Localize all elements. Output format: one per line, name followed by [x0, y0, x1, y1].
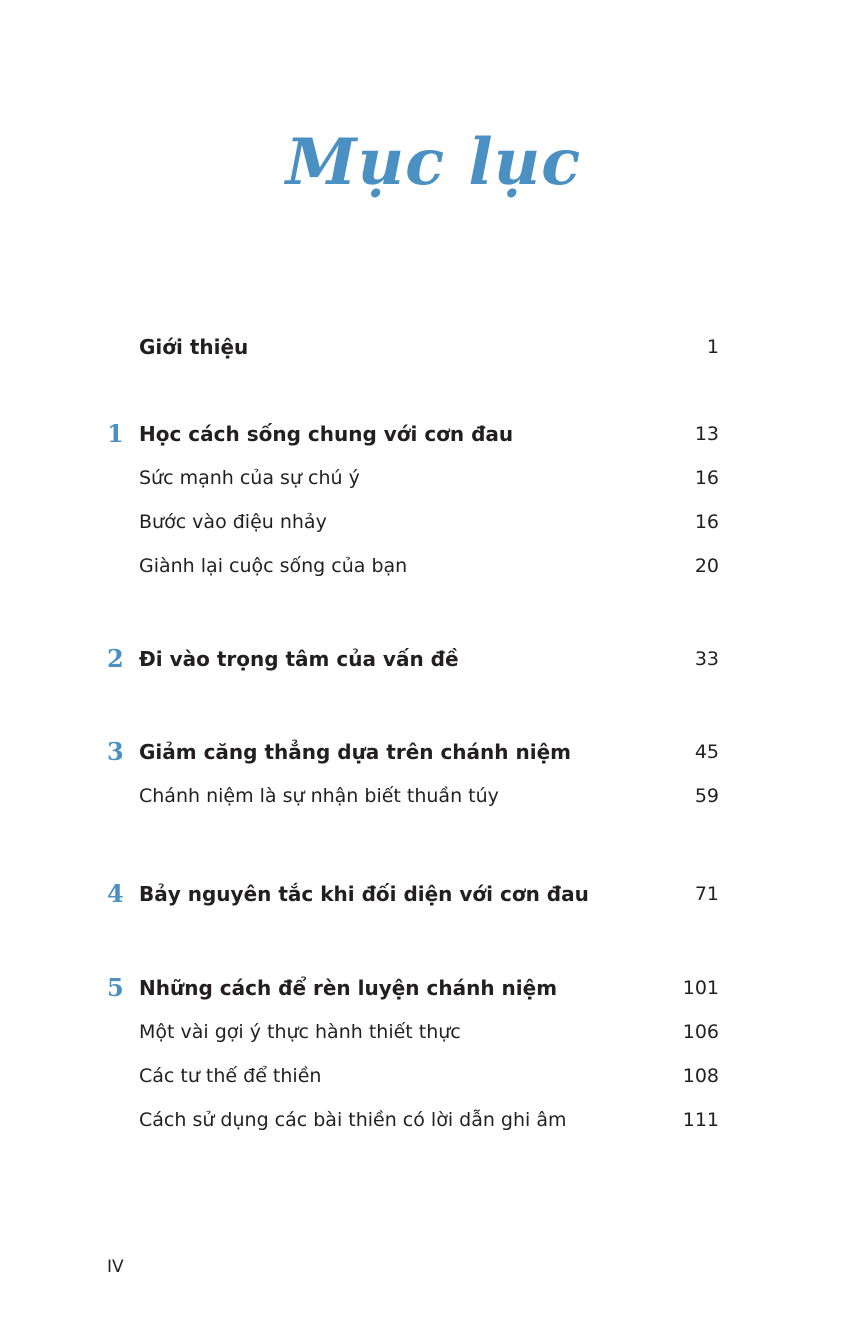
chapter-title: Giảm căng thẳng dựa trên chánh niệm: [139, 740, 571, 764]
chapter-page: 101: [682, 977, 719, 999]
toc-chapter-1[interactable]: [0, 417, 867, 451]
toc-section[interactable]: [0, 1015, 867, 1049]
section-page: 108: [682, 1065, 719, 1087]
toc-chapter-5[interactable]: [0, 971, 867, 1005]
toc-entry-intro[interactable]: [0, 330, 867, 364]
chapter-page: 45: [694, 741, 719, 763]
toc-section[interactable]: [0, 461, 867, 495]
chapter-title: Học cách sống chung với cơn đau: [139, 422, 514, 446]
section-page: 20: [694, 555, 719, 577]
section-label: Cách sử dụng các bài thiền có lời dẫn ghi âm: [139, 1109, 567, 1131]
page-title: Mục lục: [285, 125, 582, 200]
toc-chapter-4[interactable]: [0, 877, 867, 911]
section-page: 16: [694, 511, 719, 533]
section-page: 16: [694, 467, 719, 489]
section-label: Bước vào điệu nhảy: [139, 511, 327, 533]
toc-section[interactable]: [0, 779, 867, 813]
toc-entry-label: Giới thiệu: [139, 335, 249, 359]
toc-section[interactable]: [0, 505, 867, 539]
section-label: Các tư thế để thiền: [139, 1065, 322, 1087]
chapter-number: 3: [107, 737, 124, 766]
section-page: 106: [682, 1021, 719, 1043]
toc-entry-page: 1: [706, 336, 719, 358]
chapter-page: 13: [694, 423, 719, 445]
chapter-title: Bảy nguyên tắc khi đối diện với cơn đau: [139, 882, 589, 906]
section-label: Chánh niệm là sự nhận biết thuần túy: [139, 785, 499, 807]
chapter-number: 5: [107, 973, 124, 1002]
section-label: Sức mạnh của sự chú ý: [139, 467, 360, 489]
toc-section[interactable]: [0, 1103, 867, 1137]
section-page: 111: [682, 1109, 719, 1131]
section-label: Giành lại cuộc sống của bạn: [139, 555, 408, 577]
chapter-page: 71: [694, 883, 719, 905]
chapter-title: Những cách để rèn luyện chánh niệm: [139, 976, 558, 1000]
chapter-number: 1: [107, 419, 124, 448]
page-folio: IV: [107, 1257, 124, 1277]
section-page: 59: [694, 785, 719, 807]
chapter-number: 2: [107, 644, 124, 673]
toc-chapter-3[interactable]: [0, 735, 867, 769]
toc-chapter-2[interactable]: [0, 642, 867, 676]
chapter-number: 4: [107, 879, 124, 908]
toc-section[interactable]: [0, 549, 867, 583]
section-label: Một vài gợi ý thực hành thiết thực: [139, 1021, 461, 1043]
chapter-page: 33: [694, 648, 719, 670]
toc-section[interactable]: [0, 1059, 867, 1093]
chapter-title: Đi vào trọng tâm của vấn đề: [139, 647, 459, 671]
